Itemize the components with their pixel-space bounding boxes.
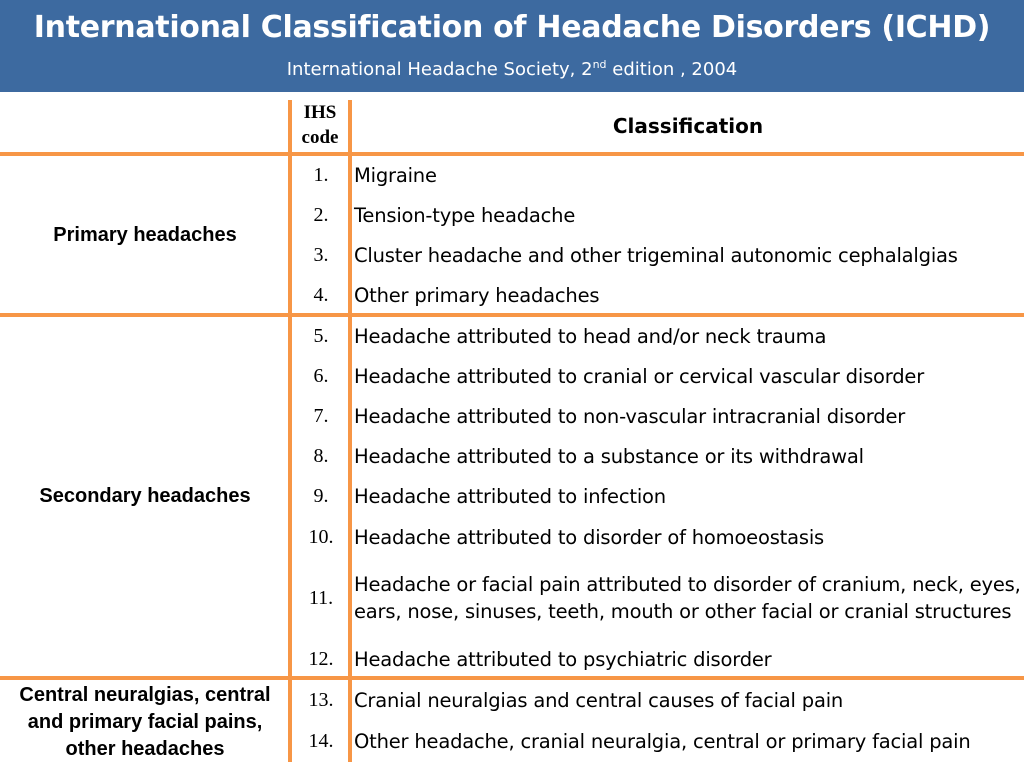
table-row (292, 358, 1024, 394)
ihs-code: 13. (308, 688, 334, 711)
header-bottom-rule (0, 152, 1024, 156)
classification-text: Headache attributed to infection (354, 484, 666, 508)
ihs-code: 2. (313, 203, 329, 226)
ihs-code: 5. (313, 324, 329, 347)
table-row (292, 237, 1024, 273)
table-row (292, 197, 1024, 233)
classification-text: Headache attributed to a substance or its withdrawal (354, 444, 864, 468)
table-row (292, 318, 1024, 354)
table-row (292, 519, 1024, 555)
classification-text: Headache attributed to cranial or cervical vascular disorder (354, 364, 925, 388)
ihs-code: 4. (313, 283, 329, 306)
classification-header: Classification (612, 114, 764, 138)
classification-text: Other headache, cranial neuralgia, central or primary facial pain (354, 729, 971, 753)
table-row (292, 277, 1024, 313)
ihs-code: 9. (313, 484, 329, 507)
classification-text: Headache attributed to head and/or neck trauma (354, 324, 827, 348)
classification-text: Headache attributed to psychiatric disorder (354, 647, 772, 671)
classification-text: Cluster headache and other trigeminal autonomic cephalalgias (354, 243, 958, 267)
ihs-code: 8. (313, 444, 329, 467)
classification-text: Headache attributed to disorder of homoeostasis (354, 525, 824, 549)
group-primary-headaches: Primary headaches (53, 223, 237, 246)
classification-text: Headache attributed to non-vascular intracranial disorder (354, 404, 906, 428)
ihs-code-header-line1: IHS (303, 102, 337, 123)
table-row (292, 438, 1024, 474)
ihs-code: 7. (313, 404, 329, 427)
ihs-code-header-line2: code (301, 127, 339, 148)
ihs-code: 1. (313, 163, 329, 186)
table-row (292, 398, 1024, 434)
ihs-code: 10. (308, 525, 334, 548)
slide-subtitle (0, 58, 1024, 80)
ihs-code: 14. (308, 729, 334, 752)
table-row (292, 478, 1024, 514)
table-row (292, 682, 1024, 718)
classification-text: Other primary headaches (354, 283, 600, 307)
classification-text: Migraine (354, 163, 437, 187)
table-row (292, 566, 1024, 630)
ihs-code: 6. (313, 364, 329, 387)
ihs-code: 3. (313, 243, 329, 266)
ihs-code-header (292, 100, 348, 150)
subtitle-ordinal: nd (592, 58, 607, 71)
classification-text: Tension-type headache (354, 203, 576, 227)
classification-text: Cranial neuralgias and central causes of facial pain (354, 688, 844, 712)
slide-title: International Classification of Headache Disorders (ICHD) (33, 10, 991, 45)
ihs-code: 11. (308, 586, 334, 609)
group-secondary-headaches: Secondary headaches (39, 485, 251, 507)
classification-text: Headache or facial pain attributed to disorder of cranium, neck, eyes, ears, nose, sinuses, teeth, mouth or other facial or cranial structures (354, 573, 1021, 623)
table-row (292, 157, 1024, 193)
group-neuralgias-other: Central neuralgias, central and primary facial pains, other headaches (19, 683, 271, 760)
subtitle-suffix: edition , 2004 (606, 59, 738, 80)
slide-header (0, 0, 1024, 92)
ihs-code: 12. (308, 647, 334, 670)
table-row (292, 641, 1024, 677)
subtitle-prefix: International Headache Society, 2 (286, 59, 593, 80)
table-row (292, 723, 1024, 759)
